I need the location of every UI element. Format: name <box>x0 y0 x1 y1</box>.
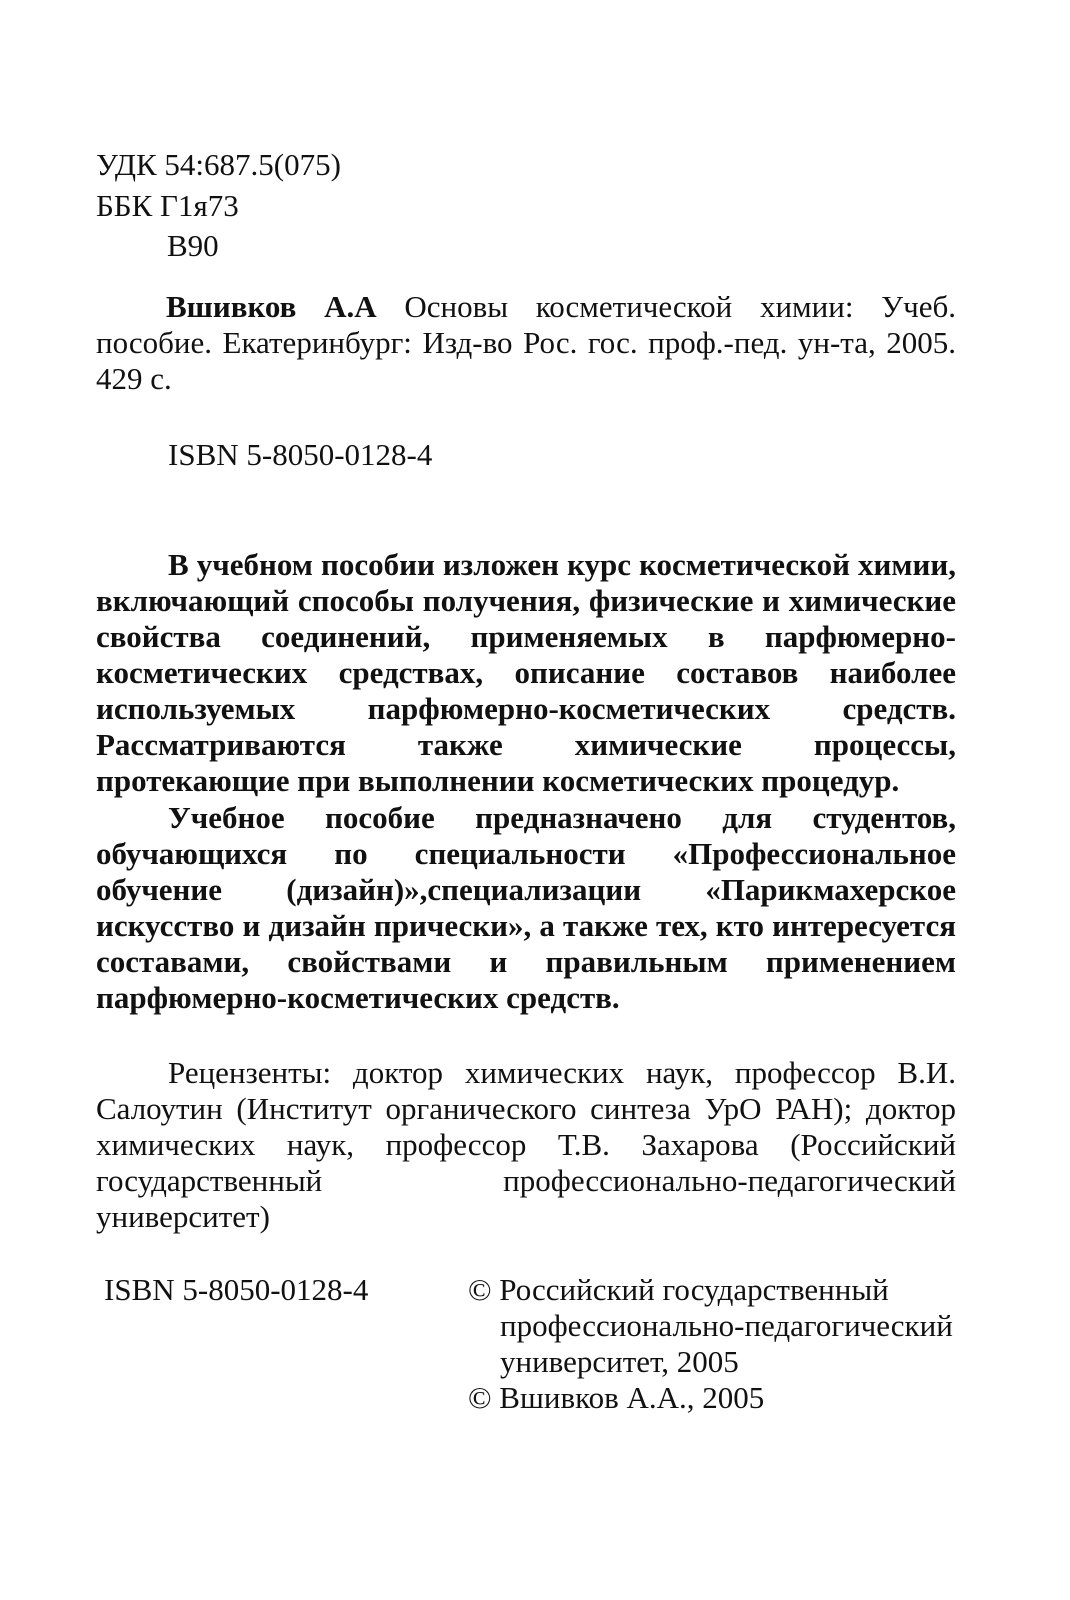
reviewers-paragraph: Рецензенты: доктор химических наук, профессор В.И. Салоутин (Институт органического синтеза УрО РАН); доктор химических наук, профессор Т.В. Захарова (Российский государственный профессионально-педагогический университет) <box>96 1055 956 1234</box>
copyright-line-4: © Вшивков А.А., 2005 <box>468 1380 765 1415</box>
author-mark: В90 <box>167 228 219 263</box>
bibliographic-record <box>96 289 956 397</box>
udk-code: УДК 54:687.5(075) <box>96 147 341 182</box>
annotation-paragraph-2: Учебное пособие предназначено для студентов, обучающихся по специальности «Профессиональное обучение (дизайн)»,специализации «Парикмахерское искусство и дизайн прически», а также тех, кто интересуется составами, свойствами и правильным применением парфюмерно-косметических средств. <box>96 800 956 1015</box>
copyright-line-1: © Российский государственный <box>468 1272 889 1307</box>
copyright-line-2: профессионально-педагогический <box>500 1308 953 1343</box>
isbn-top: ISBN 5-8050-0128-4 <box>168 437 433 472</box>
copyright-line-3: университет, 2005 <box>500 1344 739 1379</box>
bib-description: Основы косметической химии: Учеб. пособие. Екатеринбург: Изд-во Рос. гос. проф.-пед. ун-та, 2005. 429 с. <box>96 289 957 396</box>
isbn-bottom: ISBN 5-8050-0128-4 <box>104 1272 369 1307</box>
bbk-code: ББК Г1я73 <box>96 188 239 223</box>
annotation-paragraph-1: В учебном пособии изложен курс косметической химии, включающий способы получения, физические и химические свойства соединений, применяемых в парфюмерно-косметических средствах, описание составов наиболее используемых парфюмерно-косметических средств. Рассматриваются также химические процессы, протекающие при выполнении косметических процедур. <box>96 547 956 798</box>
copyright-block <box>468 1272 953 1416</box>
bib-author: Вшивков А.А <box>166 289 377 324</box>
